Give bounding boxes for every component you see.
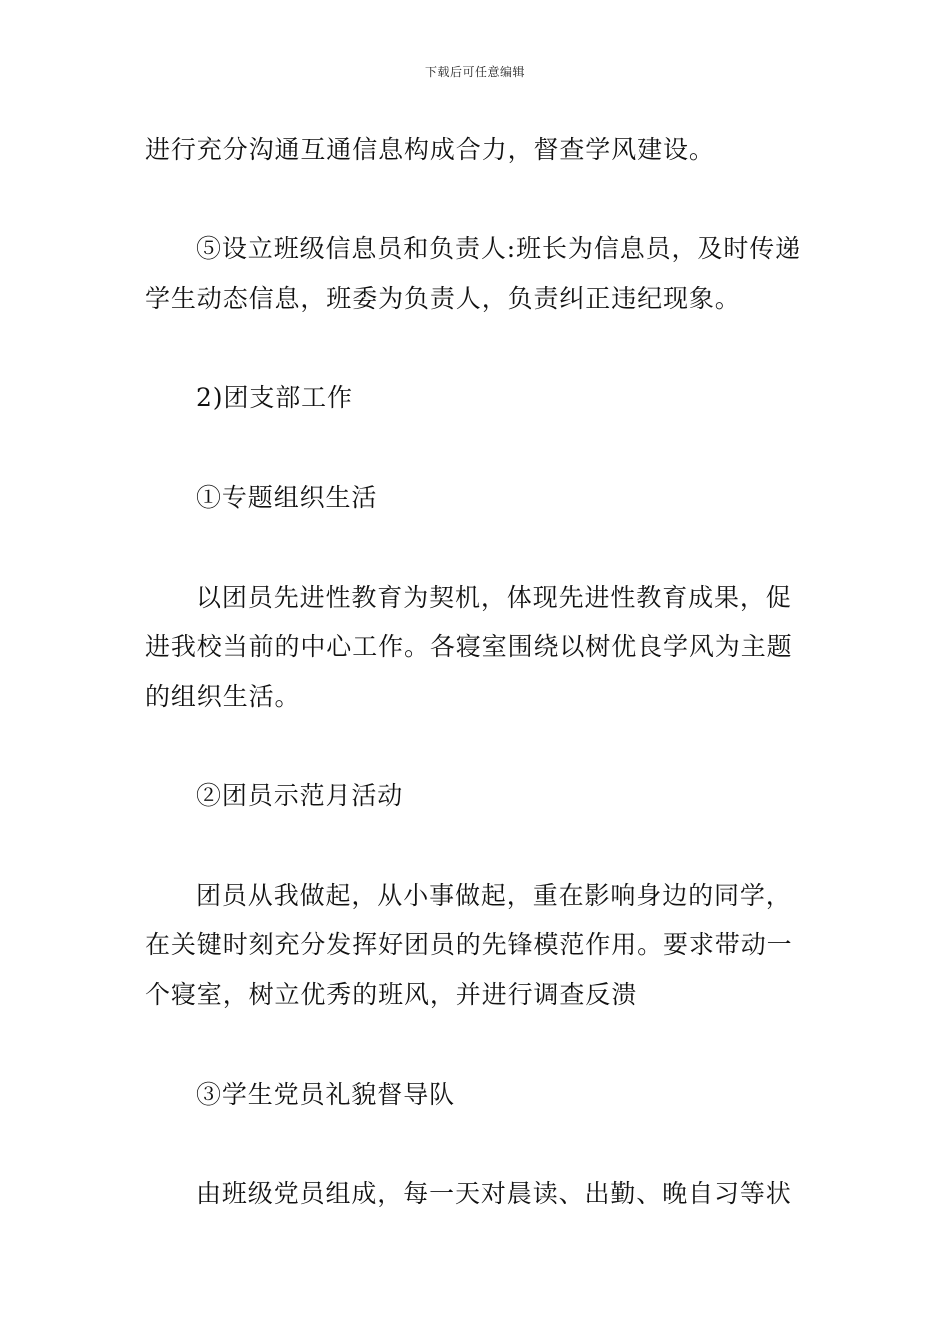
section-heading: 2)团支部工作 <box>196 383 353 412</box>
paragraph-line: 个寝室，树立优秀的班风，并进行调查反溃 <box>145 980 638 1009</box>
paragraph-line: 在关键时刻充分发挥好团员的先锋模范作用。要求带动一 <box>145 930 793 959</box>
paragraph-line: 的组织生活。 <box>145 682 301 711</box>
subsection-heading: ②团员示范月活动 <box>196 781 404 810</box>
subsection-heading: ①专题组织生活 <box>196 483 378 512</box>
paragraph-line: 团员从我做起，从小事做起，重在影响身边的同学， <box>196 881 792 910</box>
paragraph-line: ⑤设立班级信息员和负责人:班长为信息员，及时传递 <box>196 234 802 263</box>
paragraph-line: 学生动态信息，班委为负责人，负责纠正违纪现象。 <box>145 284 741 313</box>
paragraph-line: 进行充分沟通互通信息构成合力，督查学风建设。 <box>145 135 715 164</box>
paragraph-line: 进我校当前的中心工作。各寝室围绕以树优良学风为主题 <box>145 632 793 661</box>
paragraph-line: 由班级党员组成，每一天对晨读、出勤、晚自习等状 <box>196 1179 792 1208</box>
page-header: 下载后可任意编辑 <box>424 65 525 79</box>
subsection-heading: ③学生党员礼貌督导队 <box>196 1080 456 1109</box>
paragraph-line: 以团员先进性教育为契机，体现先进性教育成果，促 <box>196 583 792 612</box>
